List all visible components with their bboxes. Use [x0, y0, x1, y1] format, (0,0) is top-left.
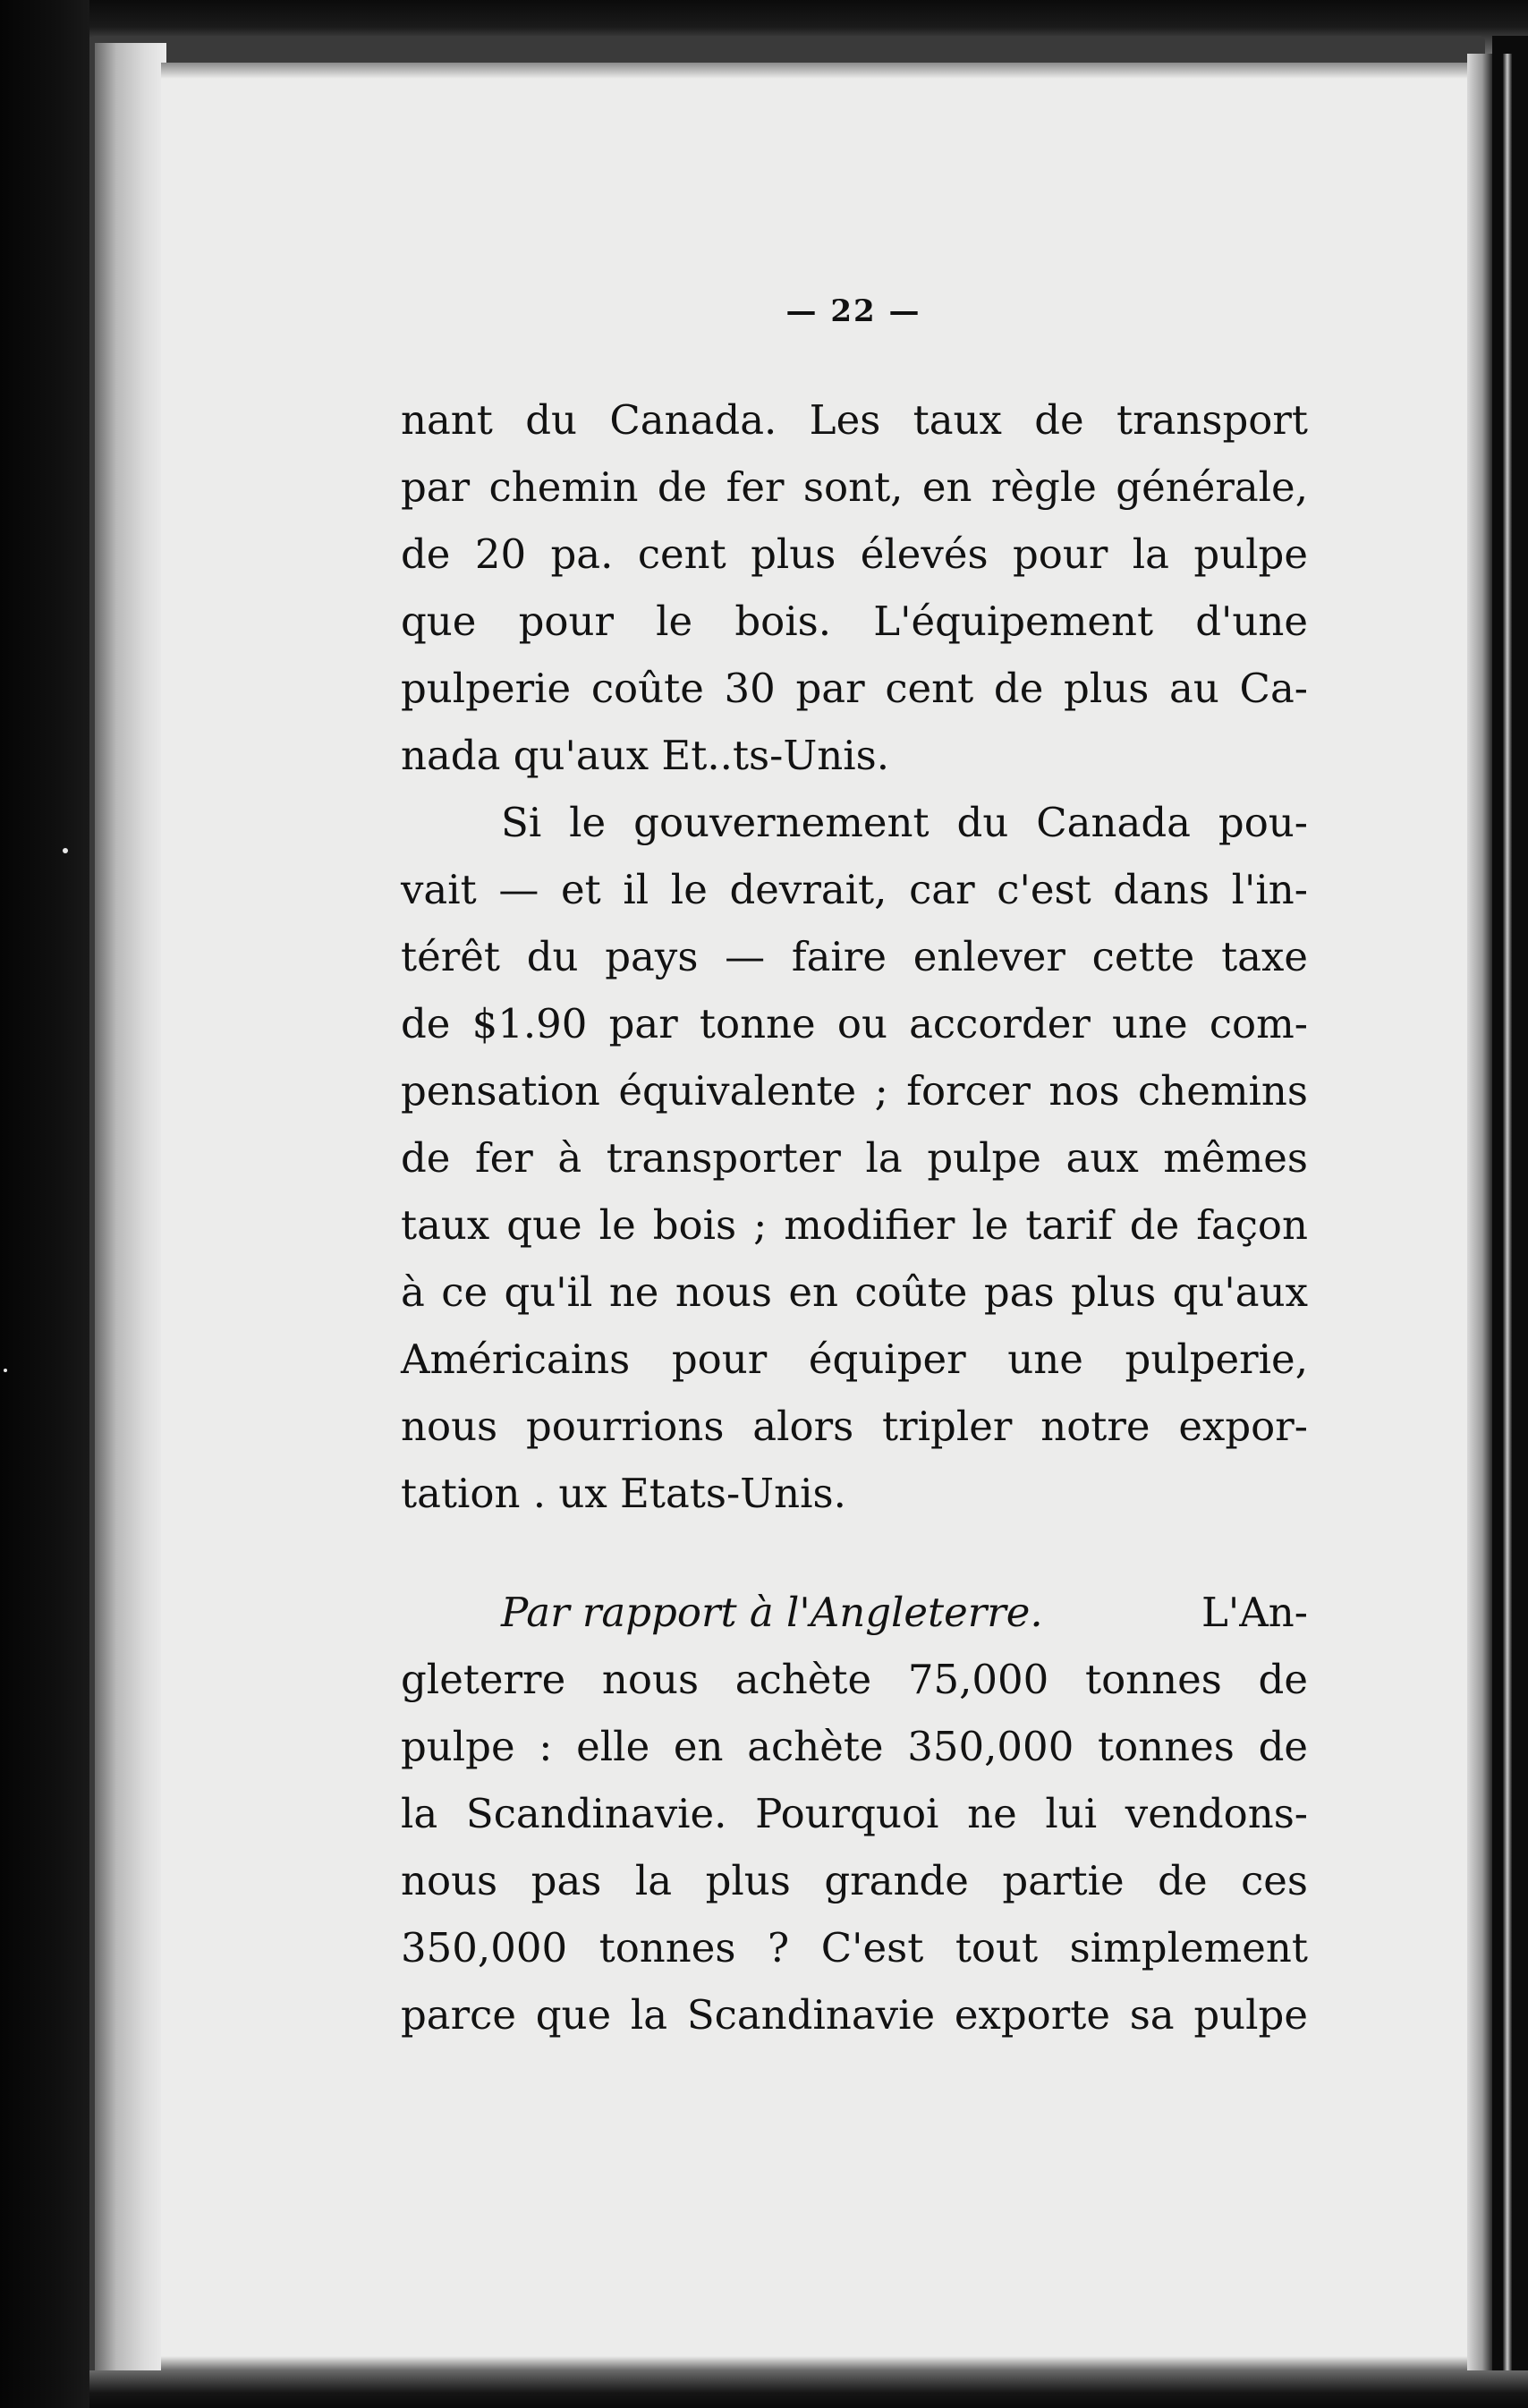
text-line: parce que la Scandinavie exporte sa pulpe	[401, 1991, 1308, 2039]
text-line: nada qu'aux Et..ts-Unis.	[401, 732, 890, 779]
section-heading: Par rapport à l'Angleterre.	[501, 1589, 1043, 1636]
text-line: de fer à transporter la pulpe aux mêmes	[401, 1134, 1308, 1182]
text-line: de 20 pa. cent plus élevés pour la pulpe	[401, 530, 1308, 578]
text-line: gleterre nous achète 75,000 tonnes de	[401, 1656, 1308, 1703]
text-line: par chemin de fer sont, en règle générale,	[401, 463, 1308, 511]
text-line: tation . ux Etats-Unis.	[401, 1470, 846, 1517]
page-gutter	[95, 43, 166, 2378]
right-page-edge	[1467, 54, 1492, 2397]
text-line: Si le gouvernement du Canada pou-	[501, 799, 1308, 846]
text-line: nant du Canada. Les taux de transport	[401, 396, 1308, 444]
text-fragment: L'An-	[1201, 1589, 1308, 1636]
text-line: à ce qu'il ne nous en coûte pas plus qu'aux	[401, 1268, 1308, 1316]
text-line: Américains pour équiper une pulperie,	[401, 1335, 1308, 1383]
text-line: nous pourrions alors tripler notre expor-	[401, 1403, 1308, 1450]
text-line: pulperie coûte 30 par cent de plus au Ca-	[401, 665, 1308, 712]
text-line: vait — et il le devrait, car c'est dans l'in-	[401, 866, 1308, 913]
right-border-highlight	[1503, 54, 1512, 2397]
text-line: pensation équivalente ; forcer nos chemins	[401, 1067, 1308, 1115]
text-line: taux que le bois ; modifier le tarif de façon	[401, 1201, 1308, 1249]
text-line: pulpe : elle en achète 350,000 tonnes de	[401, 1723, 1308, 1770]
text-line: la Scandinavie. Pourquoi ne lui vendons-	[401, 1790, 1308, 1837]
binding-edge	[0, 0, 98, 2408]
text-line: térêt du pays — faire enlever cette taxe	[401, 933, 1308, 980]
text-line: de $1.90 par tonne ou accorder une com-	[401, 1000, 1308, 1047]
text-line: 350,000 tonnes ? C'est tout simplement	[401, 1924, 1308, 1971]
speck	[63, 848, 68, 853]
text-line: nous pas la plus grande partie de ces	[401, 1857, 1308, 1904]
section-line	[501, 1579, 1308, 1646]
text-line: que pour le bois. L'équipement d'une	[401, 598, 1308, 645]
page-number: — 22 —	[785, 293, 921, 329]
speck	[4, 1369, 7, 1372]
bottom-edge	[89, 2370, 1528, 2408]
